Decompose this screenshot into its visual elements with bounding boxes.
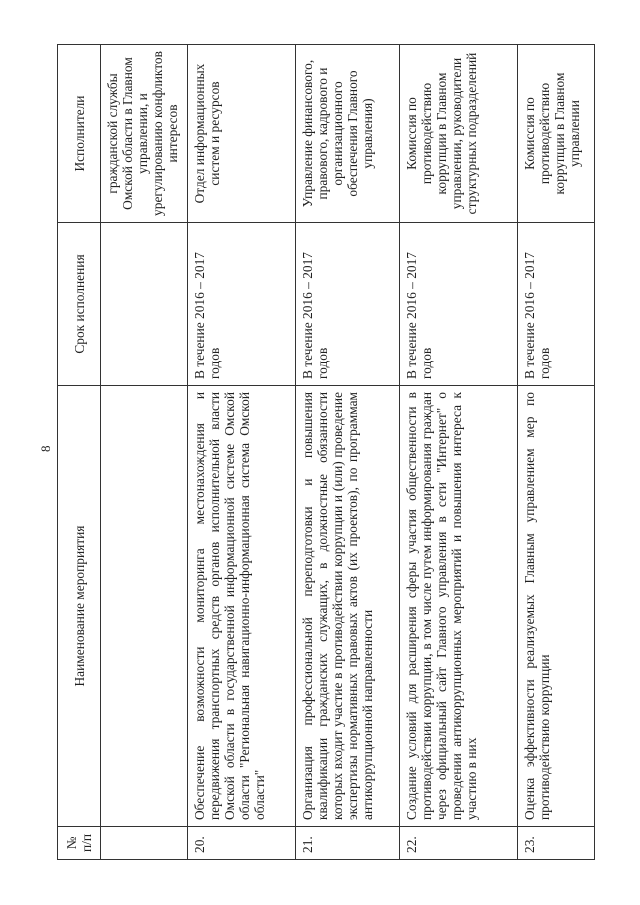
cell-name: Обеспечение возможности мониторинга местонахождения и передвижения транспортных средств органов исполнительной власти Омской области в государственной информационной системе Омской области "Региональная навигационно-информационная система Омской области" xyxy=(188,386,296,827)
cell-num: 22. xyxy=(400,827,518,860)
table-row xyxy=(188,45,296,860)
header-name: Наименование мероприятия xyxy=(58,386,101,827)
measures-table xyxy=(57,44,595,860)
table-row xyxy=(518,45,595,860)
cell-executors: Комиссия по противодействию коррупции в Главном управлении xyxy=(518,45,595,223)
page-number: 8 xyxy=(38,445,53,452)
cell-term: В течение 2016 – 2017 годов xyxy=(518,223,595,386)
header-num: № п/п xyxy=(58,827,101,860)
cell-name: Организация профессиональной переподготовки и повышения квалификации гражданских служащих, в должностные обязанности которых входит участие в противодействии коррупции и (или) проведение экспертизы нормативных правовых актов (их проектов), по программам антикоррупционной направленности xyxy=(296,386,400,827)
header-term: Срок исполнения xyxy=(58,223,101,386)
continued-row xyxy=(101,45,188,860)
cell-num: 21. xyxy=(296,827,400,860)
cell-executors: Комиссия по противодействию коррупции в Главном управлении, руководители структурных подразделений xyxy=(400,45,518,223)
table-row xyxy=(400,45,518,860)
cell-name xyxy=(101,386,188,827)
header-row xyxy=(58,45,101,860)
cell-name: Оценка эффективности реализуемых Главным управлением мер по противодействию коррупции xyxy=(518,386,595,827)
cell-term: В течение 2016 – 2017 годов xyxy=(296,223,400,386)
table-row xyxy=(296,45,400,860)
cell-name: Создание условий для расширения сферы участия общественности в противодействии коррупции, в том числе путем информирования граждан через официальный сайт Главного управления в сети "Интернет" о проведении антикоррупционных мероприятий и повышения интереса к участию в них xyxy=(400,386,518,827)
cell-executors: Отдел информационных систем и ресурсов xyxy=(188,45,296,223)
cell-term: В течение 2016 – 2017 годов xyxy=(188,223,296,386)
header-executors: Исполнители xyxy=(58,45,101,223)
cell-num xyxy=(101,827,188,860)
cell-term xyxy=(101,223,188,386)
cell-executors: Управление финансового, правового, кадрового и организационного обеспечения Главного управления) xyxy=(296,45,400,223)
cell-num: 23. xyxy=(518,827,595,860)
cell-term: В течение 2016 – 2017 годов xyxy=(400,223,518,386)
cell-executors: гражданской службы Омской области в Главном управлении, и урегулированию конфликтов интересов xyxy=(101,45,188,223)
cell-num: 20. xyxy=(188,827,296,860)
rotated-table-container xyxy=(57,45,595,860)
